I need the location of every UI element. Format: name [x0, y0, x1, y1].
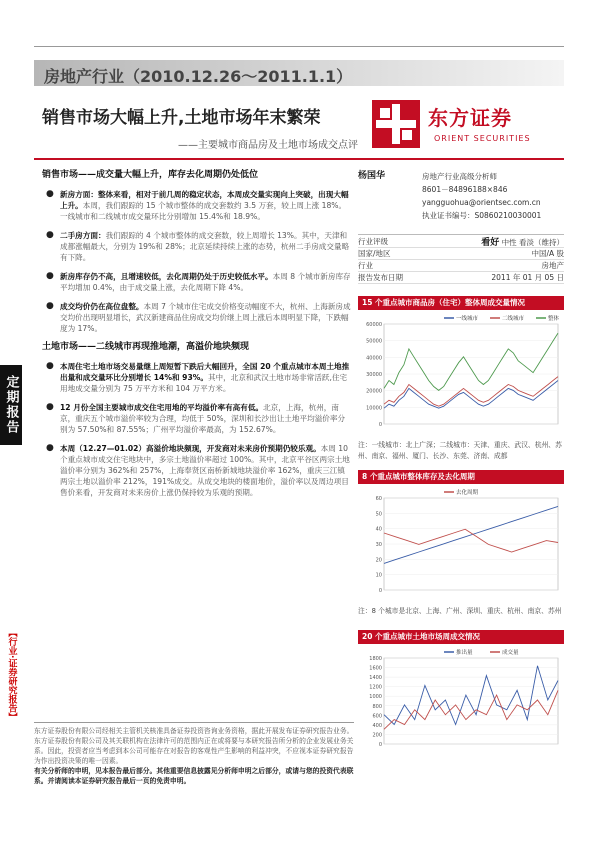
rating-extra: 2011 年 01 月 05 日 [491, 273, 564, 282]
bullet-item [42, 271, 352, 293]
legend-label: 推出量 [456, 650, 473, 656]
bullet-dot-icon: ● [46, 230, 54, 240]
bullet-bold: 成交均价仍在高位盘整。 [60, 302, 144, 311]
disclaimer [34, 726, 354, 786]
y-tick-label: 0 [378, 588, 382, 594]
bullet-item [42, 361, 352, 394]
bullet-item [42, 189, 352, 222]
logo-mark-icon [372, 100, 420, 148]
analyst-license: 执业证书编号：S0860210030001 [422, 211, 542, 220]
rating-value: 看好 [481, 238, 500, 248]
sidebar-label: 定期报告 [0, 365, 22, 445]
rating-label: 行业 [358, 261, 373, 270]
rating-extra: 中性 看淡（维持） [501, 238, 564, 247]
section-heading-land: 土地市场——二线城市再现推地潮，高溢价地块频现 [42, 342, 250, 352]
y-tick-label: 60 [375, 496, 382, 502]
bullet-dot-icon: ● [46, 301, 54, 311]
bullet-dot-icon: ● [46, 443, 54, 453]
y-tick-label: 10000 [366, 405, 382, 412]
bullet-item [42, 402, 352, 435]
y-tick-label: 1400 [369, 675, 382, 682]
y-tick-label: 400 [372, 722, 382, 729]
report-title: 销售市场大幅上升,土地市场年末繁荣 [42, 108, 321, 128]
y-tick-label: 50000 [366, 338, 382, 345]
title-rule [34, 158, 564, 160]
legend-label: 去化周期 [456, 490, 479, 496]
chart-note: 注：一线城市：北上广深；二线城市：天津、重庆、武汉、杭州、苏州、南京、福州、厦门、长沙、东莞、济南、成都 [358, 441, 562, 460]
y-tick-label: 1600 [369, 665, 382, 672]
y-tick-label: 40000 [366, 355, 382, 362]
y-tick-label: 10 [375, 572, 382, 579]
analyst-name: 杨国华 [358, 171, 386, 181]
rating-extra: 中国/A 股 [531, 249, 564, 258]
y-tick-label: 30000 [366, 372, 382, 378]
bullet-bold: 本周住宅土地市场交易量继上周短暂下跌后大幅回升，全国 20 个重点城市本周土地推出量和成交量环比分别增长 14%和 93%。 [60, 362, 350, 382]
disclaimer-text: 东方证券股份有限公司经相关主管机关核准具备证券投资咨询业务资格，据此开展发布证券研究报告业务。东方证券股份有限公司及其关联机构在法律许可的范围内正在或将要与本研究报告所分析的企业发展业务关系。因此，投资者应当考虑到本公司可能存在对报告的客观性产生影响的利益冲突，不应视本证券研究报告为作出投资决策的唯一因素。 [34, 727, 354, 765]
y-tick-label: 20 [375, 557, 382, 564]
analyst-phone: 8601－84896188×846 [422, 185, 508, 194]
bullet-text: 本周 8 个城市新房库存平均增加 0.4%，由于成交量上涨，去化周期下降 4%。 [60, 272, 351, 292]
sidebar-bottom-label: 【行业·证券研究报告】 [6, 628, 17, 722]
main-content [42, 168, 352, 506]
header-title: 房地产行业（2010.12.26～2011.1.1） [44, 67, 353, 86]
bullet-dot-icon: ● [46, 189, 54, 199]
y-tick-label: 60000 [366, 322, 382, 328]
bullet-bold: 新房库存仍不高，且增速较低，去化周期仍处于历史较低水平。 [60, 272, 273, 281]
bullet-item [42, 443, 352, 498]
y-tick-label: 1200 [369, 684, 382, 691]
legend-label: 整体 [548, 316, 560, 322]
rating-label: 行业评级 [358, 237, 388, 246]
section-heading-sales: 销售市场——成交量大幅上升，库存去化周期仍处低位 [42, 170, 259, 180]
bullet-bold: 本周（12.27—01.02）高溢价地块频现，开发商对未来房价预期仍较乐观。 [60, 444, 321, 453]
bullet-dot-icon: ● [46, 402, 54, 412]
legend-label: 成交量 [502, 650, 519, 656]
legend-label: 二线城市 [502, 316, 525, 322]
y-tick-label: 200 [372, 732, 382, 739]
y-tick-label: 1800 [369, 656, 382, 662]
y-tick-label: 40 [375, 526, 382, 533]
chart-title: 8 个重点城市整体库存及去化周期 [358, 470, 564, 484]
y-tick-label: 50 [375, 511, 382, 518]
rating-label: 国家/地区 [358, 249, 391, 258]
bullet-dot-icon: ● [46, 271, 54, 281]
bullet-text: 其中，北京和武汉土地市场非常活跃,住宅用地成交量分别为 75 万平方米和 104 万平方米。 [60, 373, 348, 393]
rating-row [358, 260, 564, 272]
analyst-info [422, 170, 541, 222]
rating-row [358, 272, 564, 284]
bullet-text: 我们跟踪的 4 个城市整体的成交套数，较上周增长 13%。其中，天津和成都涨幅最大，分别为 19%和 28%；北京延续持续上涨的态势，杭州二手房成交量略有下降。 [60, 231, 350, 262]
chart-svg [358, 310, 564, 434]
chart-inventory [358, 470, 564, 617]
bullet-text: 本周，我们跟踪的 15 个城市整体的成交套数约 3.5 万套，较上周上涨 18%。一线城市和二线城市成交量环比分别增加 15.4%和 18.9%。 [60, 201, 347, 221]
chart-land-market [358, 630, 564, 758]
y-tick-label: 20000 [366, 388, 382, 395]
chart-svg [358, 644, 564, 754]
analyst-title: 房地产行业高级分析师 [422, 172, 497, 181]
rating-extra: 房地产 [541, 261, 564, 270]
bullet-item [42, 301, 352, 334]
logo-cn-text: 东方证券 [428, 106, 512, 130]
bullet-dot-icon: ● [46, 361, 54, 371]
legend-label: 一线城市 [456, 316, 479, 322]
rating-row [358, 236, 564, 248]
y-tick-label: 0 [378, 742, 382, 748]
disclaimer-bold: 有关分析师的申明，见本报告最后部分。其他重要信息披露见分析师申明之后部分，或请与您的投资代表联系。并请阅读本证券研究报告最后一页的免责申明。 [34, 767, 354, 785]
footer-rule [34, 722, 354, 723]
logo-en-text: ORIENT SECURITIES [434, 134, 531, 143]
company-logo [372, 100, 562, 150]
bullet-text: 北京，上海，杭州，南京，重庆五个城市溢价率较为合理，均低于 50%，深圳和长沙出让土地平均溢价率分别为 57.50%和 87.55%；广州平均溢价率最高，为 152.67%。 [60, 403, 346, 434]
top-rule [34, 46, 564, 47]
chart-note: 注：8 个城市是北京、上海、广州、深圳、重庆、杭州、南京、苏州 [358, 607, 562, 615]
rating-label: 报告发布日期 [358, 273, 403, 282]
report-header [34, 60, 564, 86]
chart-title: 15 个重点城市商品房（住宅）整体周成交量情况 [358, 296, 564, 310]
bullet-bold: 12 月份全国主要城市成交住宅用地的平均溢价率有高有低。 [60, 403, 264, 412]
y-tick-label: 800 [372, 703, 382, 710]
chart-svg [358, 484, 564, 600]
rating-row [358, 248, 564, 260]
y-tick-label: 30 [375, 542, 382, 548]
y-tick-label: 1000 [369, 694, 382, 701]
bullet-text: 本周 10 个重点城市成交住宅地块中，多宗土地溢价率超过 100%。其中，北京平谷区两宗土地溢价率分别为 362%和 257%，上海奉贤区南桥新城地块溢价率 162%，重庆三江镇两宗土地以溢价率 212%，191%成交。从成交地块的楼面地价，溢价率以及周边项目售价来看，开发商对未来房价上涨仍保持较为乐观的预期。 [60, 444, 350, 497]
bullet-item [42, 230, 352, 263]
chart-title: 20 个重点城市土地市场周成交情况 [358, 630, 564, 644]
rating-table [358, 236, 564, 284]
plot-area [384, 658, 558, 744]
chart-residential-volume [358, 296, 564, 462]
y-tick-label: 0 [378, 422, 382, 428]
bullet-text: 本周 7 个城市住宅成交价格变动幅度不大，杭州、上海新房成交均价出现明显增长，武汉新建商品住房成交均价继上周上涨后本周明显下降，下跌幅度为 17%。 [60, 302, 351, 333]
report-subtitle: ——主要城市商品房及土地市场成交点评 [178, 140, 358, 151]
analyst-email[interactable]: yangguohua@orientsec.com.cn [422, 198, 541, 207]
bullet-bold: 二手房方面： [60, 231, 106, 240]
y-tick-label: 600 [372, 713, 382, 720]
bullet-bold: 新房方面：整体来看，相对于前几周的稳定状态，本周成交量实现向上突破，出现大幅上升。 [60, 190, 349, 210]
